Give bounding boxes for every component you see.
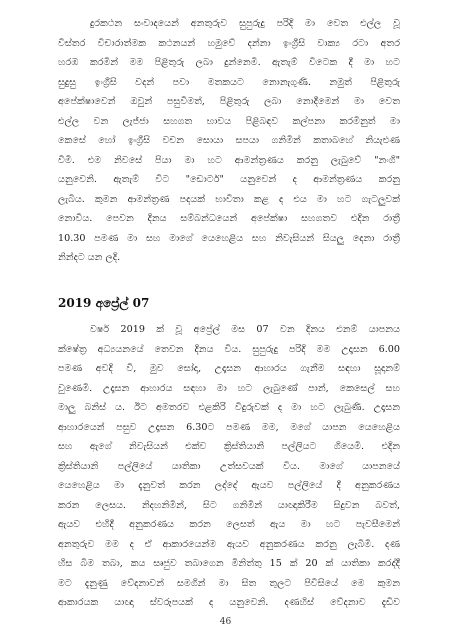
paragraph-line: 10.30 පමණ මා සහ මාගේ යෙහෙළිය සහ නිවැසියන් සියලු දෙනා රාත්‍රී — [58, 232, 400, 244]
paragraph-line: මාලු බනිස් ය. ඊට අමතරව එළකිරි වීදුරුවක් ද මා හට ලැබුණි. උදෑසන — [58, 402, 400, 413]
paragraph-line: කෙසේ හෝ ඉංග්‍රීසි වචන සොයා සපයා ගනිමින් කතාබහේ නියැළුණ — [58, 135, 400, 146]
paragraph-line: එල්ල වන ලැජ්ජා සහගත භාවය පිළිබඳව කල්පනා කරමිනුත් මා — [58, 115, 400, 127]
paragraph-1 — [58, 14, 400, 268]
paragraph-line: නොවීය. පෙවන දිනය සම්බන්ධයෙන් අපේක්ෂා සහගතව එදින රාත්‍රී — [58, 213, 400, 224]
paragraph-line: හරඹ කරමින් මම පිළිතුරු ලබා දුන්නෙමි. ඇතැම් විටෙක දී මා හට — [58, 57, 400, 68]
paragraph-line: අපේක්ෂාවෙන් ඔවුන් පසුවීමත්, පිළිතුරු ලබා නොදීමෙන් මා වෙත — [58, 96, 400, 107]
section-heading: 2019 අප්‍රේල් 07 — [58, 296, 150, 310]
paragraph-line: යනුවෙනි. ඇතැම් විට "ඩොටර්" යනුවෙන් ද ආමන්ත්‍රණය කරනු — [58, 174, 400, 185]
paragraph-line: වුණෙමි. උදෑසන ආහාරය සඳහා මා හට ලැබුණේ පාන්, කෙසෙල් සහ — [58, 382, 400, 394]
paragraph-line: කරන ලෙසය. නිදහනිමින්, සිට ගනිමින් යාඥාකිරීම සිදුවන බවත්, — [58, 499, 400, 511]
paragraph-line: දුරකථන සංවාදයෙන් අනතුරුව සුපුරුදු පරිදි මා වෙත එල්ල වූ — [90, 18, 400, 29]
paragraph-line: ආහාරයෙන් පසුව උදෑසන 6.30ට පමණ මම, මගේ යාපන යෙහෙළිය — [58, 421, 400, 433]
paragraph-line: පමණ අවදි වී, මුව සෝදා, උදෑසන ආහාරය ගැනීම සඳහා සූදානම් — [58, 363, 400, 374]
paragraph-line: අනතුරුව මම ද ඒ ආකාරයෙන්ම ඇයව අනුකරණය කරනු ලැබීමි. දණ — [58, 538, 400, 550]
paragraph-line: ඇයව එහිදී අනුකරණය කරන ලෙසත් ඇය මා හට පැවසීමෙන් — [58, 519, 400, 530]
paragraph-line: සහ ඇගේ නිවැසියන් එක්ව ක්‍රිස්තියානි පල්ලියට ගියෙමි. එදින — [58, 441, 400, 452]
paragraph-line: වීමි. එම නිවසේ පියා මා හට ආමන්ත්‍රණය කරනු ලැබුවේ "නංගි" — [58, 154, 400, 166]
paragraph-line: ක්‍රිස්තියානි පල්ලියේ යාතිකා උත්සවයක් විය. මාගේ යාපනයේ — [58, 460, 400, 472]
paragraph-line: ලැබීය. කුමන ආමන්ත්‍රණ පදයක් භාවිතා කළ ද එය මා හට ගැටලුවක් — [58, 193, 400, 205]
paragraph-line: සුදුසු ඉංග්‍රීසි වදන් පවා මතකයට නොනැගුණි. නමුත් පිළිතුරු — [58, 76, 400, 88]
paragraph-line: ක්ෂේත්‍ර අධ්‍යයනයේ තෙවන දිනය විය. සුපුරුදු පරිදි මම උදෑසන 6.00 — [58, 343, 400, 355]
page-number: 46 — [219, 617, 232, 627]
paragraph-line: නින්දට යන ලදි. — [58, 252, 121, 263]
paragraph-line: ආකාරයක යාඥා ස්වරූපයක් ද යනුවෙනි. දණහිස් වේදනාව දැඩිව — [58, 597, 400, 608]
paragraph-2 — [58, 320, 400, 613]
paragraph-line: මට දැනුණු වේදනාවන් සමගින් මා සිත තුලට පිවිසියේ මෙ කුමන — [58, 577, 400, 589]
paragraph-line: යෙහෙළිය මා දැනුවත් කරන ලද්දේ ඇයව පල්ලියේ දී අනුකරණය — [58, 480, 400, 491]
paragraph-line: හිස බිම තබා, කය සෘජුව තබාගෙන මිනිත්තු 15 ක් 20 ක් යාතිකා කරද්දී — [58, 558, 400, 569]
paragraph-line: විස්තර විචාරාත්මක කථනයන් හමුවේ දන්නා ඉංග්‍රීසි වාක්‍ය රටා අතර — [58, 37, 400, 49]
paragraph-line: වර්ෂ 2019 ක් වූ අප්‍රේල් මස 07 වන දිනය එනම් යාපනය — [90, 324, 400, 335]
